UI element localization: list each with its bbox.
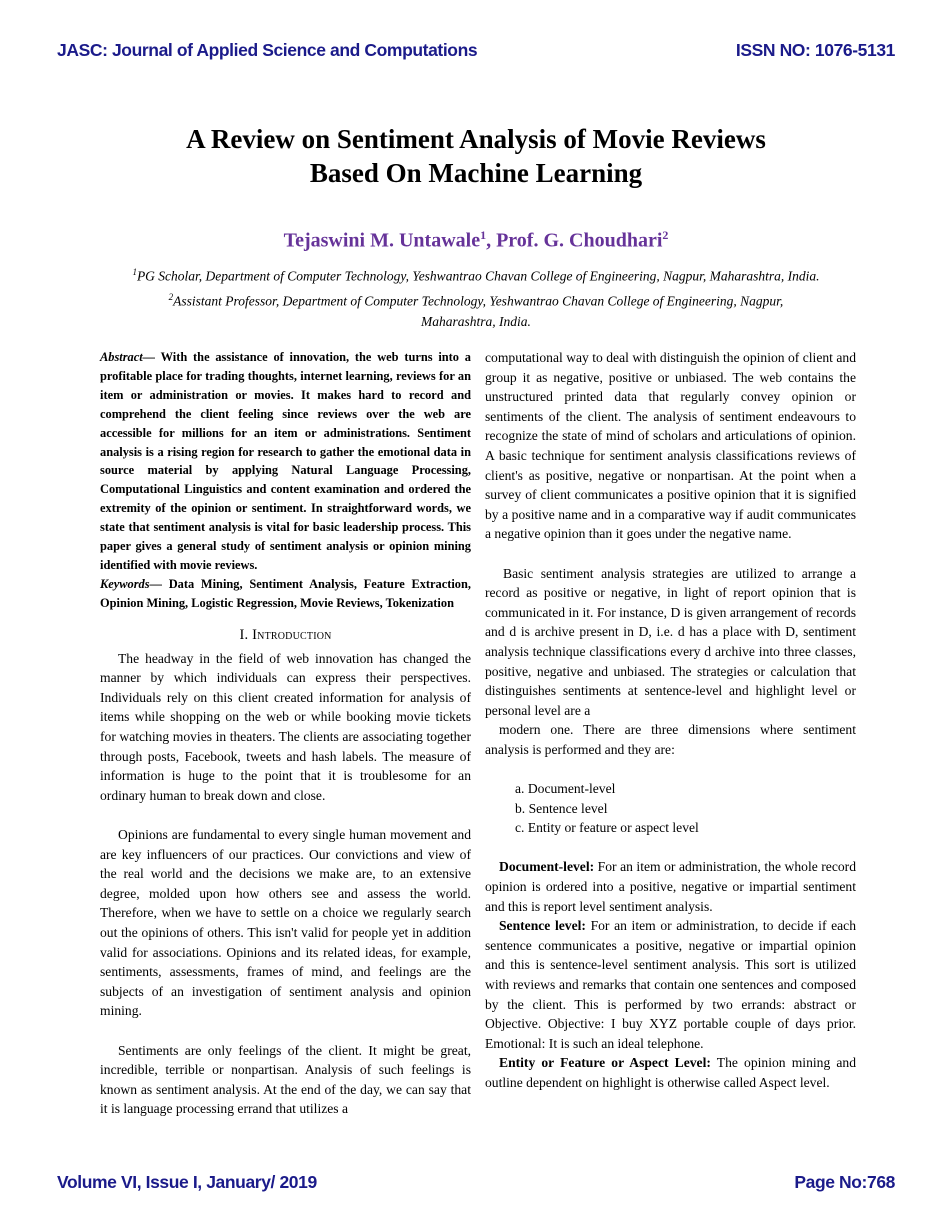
abstract-paragraph (100, 348, 471, 575)
affiliation-2-text: Assistant Professor, Department of Computer Technology, Yeshwantrao Chavan College of Engineering, Nagpur, (173, 293, 784, 308)
affiliation-3-text: Maharashtra, India. (421, 314, 531, 329)
left-column (100, 348, 471, 1119)
right-column (485, 348, 856, 1119)
document-level-definition (485, 857, 856, 916)
authors-line (0, 228, 952, 253)
document-level-lead: Document-level: (499, 859, 595, 875)
paper-title-line2: Based On Machine Learning (309, 158, 643, 188)
document-level-text: For an item or administration, the whole record opinion is ordered into a positive, negative or impartial sentiment and this is report level sentiment analysis. (485, 859, 856, 914)
author-separator: , (486, 229, 497, 252)
footer-page-number: Page No:768 (794, 1172, 895, 1192)
list-item-entity-level: c. Entity or feature or aspect level (515, 820, 699, 836)
author-1: Tejaswini M. Untawale (283, 229, 481, 252)
footer-volume-issue: Volume VI, Issue I, January/ 2019 (57, 1172, 317, 1192)
sentiment-levels-list (485, 779, 856, 838)
sentence-level-definition (485, 916, 856, 1053)
keywords-paragraph (100, 575, 471, 613)
keywords-label: Keywords— (100, 576, 162, 591)
affiliation-line-1 (0, 262, 952, 287)
affiliation-1-sup: 1 (132, 267, 137, 277)
affiliation-line-3 (0, 311, 952, 332)
journal-name: JASC: Journal of Applied Science and Computations (57, 40, 478, 60)
paper-title (0, 122, 952, 190)
list-item-sentence-level: b. Sentence level (515, 800, 608, 816)
entity-level-text: The opinion mining and outline dependent on highlight is otherwise called Aspect level. (485, 1055, 856, 1090)
abstract-label: Abstract— (100, 350, 156, 364)
keywords-text: Data Mining, Sentiment Analysis, Feature Extraction, Opinion Mining, Logistic Regression, Movie Reviews, Tokenization (100, 576, 471, 610)
issn-number: ISSN NO: 1076-5131 (735, 40, 895, 60)
intro-paragraph-2: Opinions are fundamental to every single human movement and are key influencers of our practices. Our convictions and view of the real world and the decisions we make are, to an extensive degree, molded upon how others see and assess the world. Therefore, when we have to settle on a choice we regularly search out the opinions of others. This isn't valid for people yet in addition valid for associations. Opinions and its related ideas, for example, sentiments, assessments, frames of mind, and feelings are the subjects of an investigation of sentiment analysis and opinion mining. (100, 827, 471, 1019)
page-footer (57, 1172, 895, 1193)
author-2-sup: 2 (662, 228, 669, 242)
sentence-level-text: For an item or administration, to decide if each sentence communicates a positive, negative or impartial opinion and this is sentence-level sentiment analysis. This sort is utilized with reviews and remarks that contain one sentences and composed by the client. This is performed by two errands: abstract or Objective. Objective: I buy XYZ portable couple of days prior. Emotional: It is such an ideal telephone. (485, 918, 856, 1051)
author-1-sup: 1 (480, 228, 487, 242)
sentence-level-lead: Sentence level: (499, 918, 586, 934)
affiliation-1-text: PG Scholar, Department of Computer Technology, Yeshwantrao Chavan College of Engineering, Nagpur, Maharashtra, India. (136, 268, 820, 284)
intro-paragraph-1: The headway in the field of web innovation has changed the manner by which individuals can express their perspectives. Individuals rely on this client created information for analysis of items while shopping on the web or while booking movie tickets for watching movies in theaters. The clients are associating together through posts, Facebook, tweets and hash labels. The measure of information is huge to the point that it is troublesome for an ordinary human to break down and close. (100, 650, 471, 803)
affiliation-line-2 (0, 287, 952, 312)
author-2: Prof. G. Choudhari (496, 229, 663, 252)
intro-paragraph-3: Sentiments are only feelings of the client. It might be great, incredible, terrible or nonpartisan. Analysis of such feelings is known as sentiment analysis. At the end of the day, we can say that it is language processing errand that utilizes a (100, 1042, 471, 1117)
basic-strategies-paragraph: Basic sentiment analysis strategies are utilized to arrange a record as positive or negative, in light of report opinion that is communicated in it. For instance, D is given arrangement of records and d is archive present in D, i.e. d has a place with D, sentiment analysis technique classifications every d archive into three classes, positive, negative and unbiased. The strategies or calculation that distinguishes sentiments at sentence-level and highlight level or personal level are a (485, 565, 856, 718)
abstract-text: With the assistance of innovation, the web turns into a profitable place for trading thoughts, internet learning, reviews for an item or administration or movies. It makes hard to record and comprehend the client feeling since reviews over the web are accessible for millions for an item or administrations. Sentiment analysis is a rising region for research to gather the emotional data in source material by applying Natural Language Processing, Computational Linguistics and content examination and ordered the extremity of the opinion or sentiment. In straightforward words, we state that sentiment analysis is vital for basic leadership process. This paper gives a general study of sentiment analysis or opinion mining identified with movie reviews. (100, 350, 471, 572)
continuation-paragraph: computational way to deal with distinguish the opinion of client and group it as negative, positive or unbiased. The web contains the unstructured printed data that regularly convey opinion or sentiments of the client. The analysis of sentiment endeavours to recognize the state of mind of scholars and articulations of opinion. A basic technique for sentiment analysis classifications reviews of client's as positive, negative or nonpartisan. At the point when a survey of client communicates a positive opinion that it is signified by a positive name and in a comparative way if audit communicates a negative opinion than it goes under the negative name. (485, 350, 856, 542)
dimensions-paragraph: modern one. There are three dimensions where sentiment analysis is performed and they are: (485, 722, 856, 757)
affiliations (0, 262, 952, 332)
affiliation-2-sup: 2 (168, 291, 174, 302)
entity-level-definition (485, 1053, 856, 1092)
page-header (57, 40, 895, 61)
paper-title-line1: A Review on Sentiment Analysis of Movie Reviews (186, 124, 766, 154)
introduction-heading: I. Introduction (239, 626, 332, 643)
list-item-document-level: a. Document-level (515, 781, 616, 797)
body-columns (100, 348, 856, 1119)
entity-level-lead: Entity or Feature or Aspect Level: (499, 1055, 711, 1071)
